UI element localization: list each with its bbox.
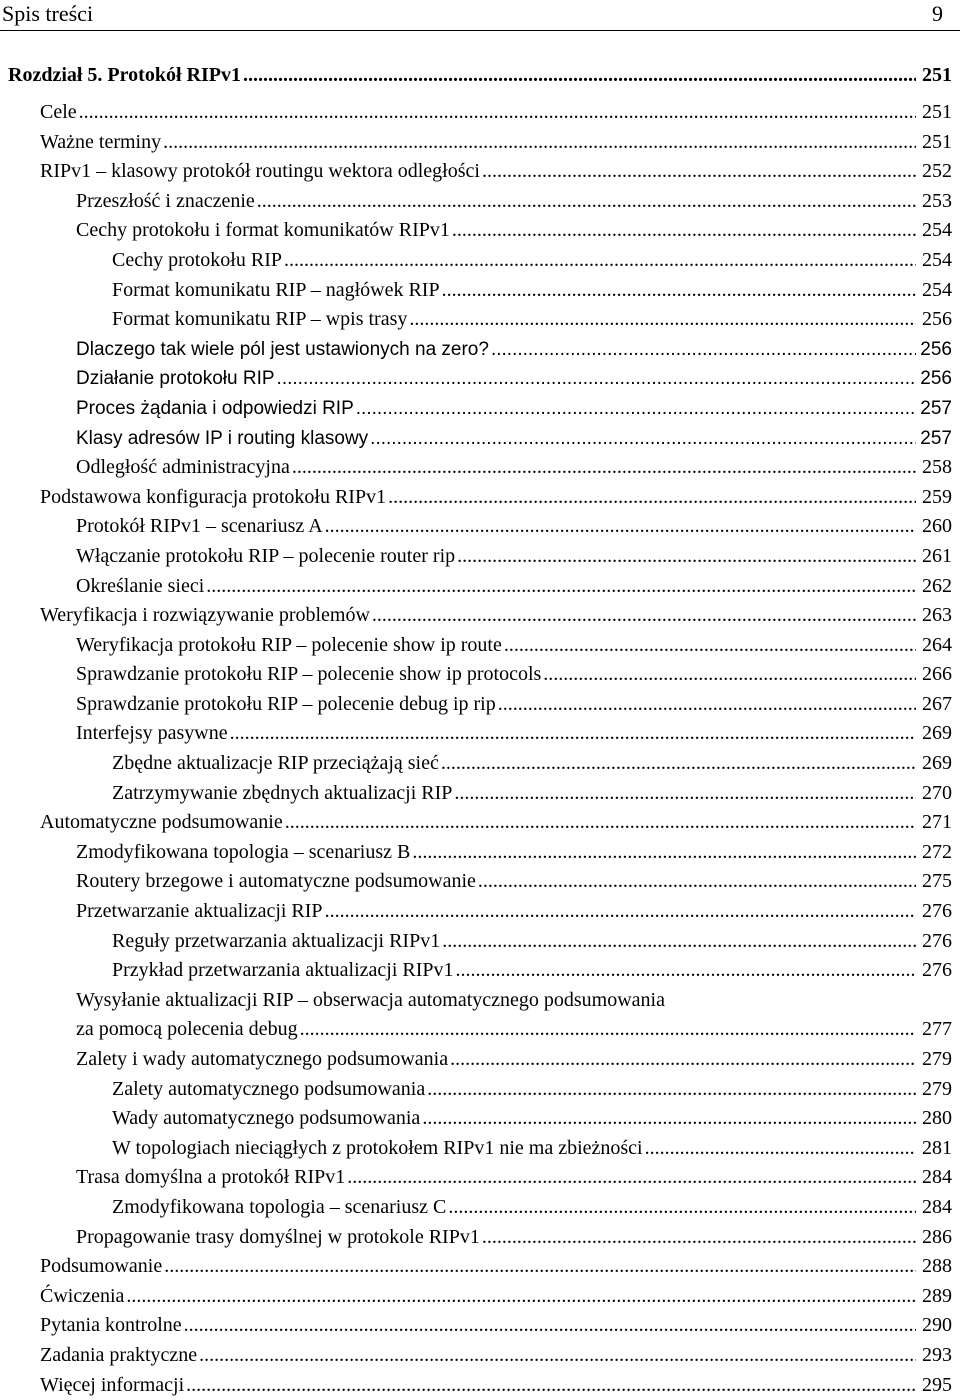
dot-leader xyxy=(164,1252,916,1282)
toc-entry[interactable] xyxy=(0,660,960,690)
entry-title: Weryfikacja i rozwiązywanie problemów xyxy=(40,604,370,627)
dot-leader xyxy=(454,779,916,809)
dot-leader xyxy=(478,867,916,897)
entry-title: Wysyłanie aktualizacji RIP – obserwacja automatycznego podsumowania xyxy=(76,988,665,1011)
entry-page: 252 xyxy=(922,160,952,183)
dot-leader xyxy=(243,60,916,90)
dot-leader xyxy=(325,512,916,542)
entry-title: Dlaczego tak wiele pól jest ustawionych na zero? xyxy=(76,338,489,360)
dot-leader xyxy=(199,1341,916,1371)
entry-page: 276 xyxy=(922,959,952,982)
entry-page: 257 xyxy=(920,397,952,419)
dot-leader xyxy=(456,956,916,986)
dot-leader xyxy=(126,1282,916,1312)
entry-title: Cele xyxy=(40,101,77,123)
dot-leader xyxy=(482,1223,916,1253)
entry-page: 256 xyxy=(920,368,952,390)
entry-page: 277 xyxy=(922,1018,952,1041)
dot-leader xyxy=(292,453,916,483)
toc-entry[interactable] xyxy=(0,1371,960,1400)
entry-title: Cechy protokołu i format komunikatów RIPv1 xyxy=(76,219,450,242)
dot-leader xyxy=(491,335,916,365)
entry-page: 286 xyxy=(922,1225,952,1248)
entry-page: 279 xyxy=(922,1077,952,1100)
dot-leader xyxy=(257,187,916,217)
entry-page: 264 xyxy=(922,633,952,656)
entry-title: Zadania praktyczne xyxy=(40,1343,198,1366)
dot-leader xyxy=(543,660,916,690)
toc-chapter-entry[interactable] xyxy=(8,60,952,90)
entry-title: Routery brzegowe i automatyczne podsumowanie xyxy=(76,870,476,893)
toc-entry[interactable] xyxy=(0,927,960,957)
entry-page: 289 xyxy=(922,1284,952,1307)
entry-page: 259 xyxy=(922,485,952,508)
dot-leader xyxy=(300,1015,916,1045)
entry-page: 261 xyxy=(922,544,952,567)
toc-entry[interactable] xyxy=(0,808,960,838)
entry-title: Odległość administracyjna xyxy=(76,456,290,479)
toc-entry[interactable] xyxy=(0,631,960,661)
entry-page: 257 xyxy=(920,427,952,449)
entry-title: Weryfikacja protokołu RIP – polecenie show ip route xyxy=(76,633,502,656)
dot-leader xyxy=(284,246,916,276)
entry-title: Format komunikatu RIP – nagłówek RIP xyxy=(112,278,440,301)
toc-entry[interactable] xyxy=(0,364,960,394)
entry-title: Propagowanie trasy domyślnej w protokole RIPv1 xyxy=(76,1225,480,1248)
entry-title: Klasy adresów IP i routing klasowy xyxy=(76,427,369,449)
toc-entry[interactable] xyxy=(0,542,960,572)
entry-title: Przeszłość i znaczenie xyxy=(76,189,255,212)
entry-page: 254 xyxy=(922,248,952,271)
entry-title: Przetwarzanie aktualizacji RIP xyxy=(76,900,323,923)
entry-page: 290 xyxy=(922,1314,952,1337)
dot-leader xyxy=(422,1104,916,1134)
toc-entry[interactable] xyxy=(0,216,960,246)
header-page-number: 9 xyxy=(932,1,943,26)
dot-leader xyxy=(163,128,916,158)
entry-title: Protokół RIPv1 – scenariusz A xyxy=(76,515,323,538)
toc-entry[interactable] xyxy=(0,1163,960,1193)
entry-title: Więcej informacji xyxy=(40,1373,185,1396)
toc-entry[interactable] xyxy=(0,424,960,454)
toc-entry[interactable] xyxy=(0,1223,960,1253)
toc-entry[interactable] xyxy=(0,394,960,424)
dot-leader xyxy=(427,1075,916,1105)
entry-page: 256 xyxy=(920,338,952,360)
entry-page: 293 xyxy=(922,1343,952,1366)
toc-entry[interactable] xyxy=(0,276,960,306)
entry-page: 258 xyxy=(922,456,952,479)
entry-page: 284 xyxy=(922,1195,952,1218)
entry-title: Działanie protokołu RIP xyxy=(76,368,275,390)
entry-page: 280 xyxy=(922,1107,952,1130)
entry-page: 271 xyxy=(922,811,952,834)
entry-title: Podsumowanie xyxy=(40,1255,163,1278)
toc-entries xyxy=(0,98,960,1400)
entry-page: 276 xyxy=(922,929,952,952)
entry-title: Format komunikatu RIP – wpis trasy xyxy=(112,308,408,331)
toc-entry[interactable] xyxy=(0,838,960,868)
toc-entry[interactable] xyxy=(0,1134,960,1164)
entry-page: 253 xyxy=(922,189,952,212)
entry-title: Określanie sieci xyxy=(76,574,205,597)
entry-title: Przykład przetwarzania aktualizacji RIPv1 xyxy=(112,959,454,982)
entry-title: za pomocą polecenia debug xyxy=(76,1018,298,1041)
toc-entry[interactable] xyxy=(0,453,960,483)
dot-leader xyxy=(498,690,916,720)
dot-leader xyxy=(184,1311,916,1341)
entry-page: 262 xyxy=(922,574,952,597)
entry-page: 284 xyxy=(922,1166,952,1189)
toc-entry[interactable] xyxy=(0,512,960,542)
dot-leader xyxy=(79,98,916,128)
entry-page: 267 xyxy=(922,692,952,715)
dot-leader xyxy=(277,364,916,394)
entry-page: 269 xyxy=(922,752,952,775)
toc-entry[interactable] xyxy=(0,1311,960,1341)
entry-title: Cechy protokołu RIP xyxy=(112,248,282,271)
toc-entry[interactable] xyxy=(0,572,960,602)
dot-leader xyxy=(442,276,916,306)
toc-entry[interactable] xyxy=(0,690,960,720)
toc-entry[interactable] xyxy=(0,1045,960,1075)
entry-page: 295 xyxy=(922,1373,952,1396)
toc-entry[interactable] xyxy=(0,749,960,779)
dot-leader xyxy=(452,216,916,246)
dot-leader xyxy=(230,719,916,749)
toc-entry[interactable] xyxy=(0,779,960,809)
entry-title: Zbędne aktualizacje RIP przeciążają sieć xyxy=(112,752,439,775)
entry-title: Trasa domyślna a protokół RIPv1 xyxy=(76,1166,346,1189)
entry-title: Wady automatycznego podsumowania xyxy=(112,1107,421,1130)
dot-leader xyxy=(206,572,916,602)
entry-title: Sprawdzanie protokołu RIP – polecenie show ip protocols xyxy=(76,663,542,686)
entry-title: Włączanie protokołu RIP – polecenie router rip xyxy=(76,544,456,567)
toc-entry[interactable] xyxy=(0,897,960,927)
entry-title: Zalety automatycznego podsumowania xyxy=(112,1077,426,1100)
entry-page: 281 xyxy=(922,1136,952,1159)
entry-title: Reguły przetwarzania aktualizacji RIPv1 xyxy=(112,929,441,952)
toc-entry[interactable] xyxy=(0,305,960,335)
chapter-title: Rozdział 5. Protokół RIPv1 xyxy=(8,64,241,86)
entry-page: 263 xyxy=(922,604,952,627)
chapter-page: 251 xyxy=(922,64,952,86)
dot-leader xyxy=(457,542,916,572)
dot-leader xyxy=(482,157,916,187)
toc-entry[interactable] xyxy=(0,719,960,749)
toc-entry[interactable] xyxy=(0,867,960,897)
dot-leader xyxy=(645,1134,916,1164)
toc-entry[interactable] xyxy=(0,128,960,158)
entry-page: 251 xyxy=(922,130,952,153)
entry-title: Zatrzymywanie zbędnych aktualizacji RIP xyxy=(112,781,453,804)
entry-title: Pytania kontrolne xyxy=(40,1314,182,1337)
toc-entry-first-line[interactable] xyxy=(0,986,960,1016)
entry-page: 269 xyxy=(922,722,952,745)
entry-title: Podstawowa konfiguracja protokołu RIPv1 xyxy=(40,485,387,508)
dot-leader xyxy=(441,749,916,779)
entry-title: Zmodyfikowana topologia – scenariusz B xyxy=(76,840,411,863)
dot-leader xyxy=(285,808,916,838)
dot-leader xyxy=(370,424,916,454)
entry-page: 272 xyxy=(922,840,952,863)
toc-entry[interactable] xyxy=(0,187,960,217)
dot-leader xyxy=(504,631,916,661)
dot-leader xyxy=(356,394,916,424)
toc-entry[interactable] xyxy=(0,1075,960,1105)
dot-leader xyxy=(325,897,916,927)
toc-entry[interactable] xyxy=(0,1252,960,1282)
entry-page: 266 xyxy=(922,663,952,686)
toc-entry[interactable] xyxy=(0,98,960,128)
toc-entry[interactable] xyxy=(0,483,960,513)
entry-page: 276 xyxy=(922,900,952,923)
entry-page: 254 xyxy=(922,219,952,242)
dot-leader xyxy=(409,305,916,335)
entry-page: 254 xyxy=(922,278,952,301)
dot-leader xyxy=(442,927,916,957)
toc-entry[interactable] xyxy=(0,956,960,986)
toc-entry[interactable] xyxy=(0,1015,960,1045)
entry-page: 288 xyxy=(922,1255,952,1278)
dot-leader xyxy=(448,1193,916,1223)
toc-entry[interactable] xyxy=(0,157,960,187)
toc-entry[interactable] xyxy=(0,1341,960,1371)
header-title: Spis treści xyxy=(2,1,94,26)
entry-title: Zmodyfikowana topologia – scenariusz C xyxy=(112,1195,447,1218)
entry-page: 260 xyxy=(922,515,952,538)
entry-title: Ćwiczenia xyxy=(40,1284,125,1307)
dot-leader xyxy=(388,483,916,513)
toc-entry[interactable] xyxy=(0,335,960,365)
entry-title: Proces żądania i odpowiedzi RIP xyxy=(76,397,354,419)
toc-entry[interactable] xyxy=(0,1104,960,1134)
entry-title: Automatyczne podsumowanie xyxy=(40,811,283,834)
header-divider xyxy=(0,30,960,31)
entry-title: W topologiach nieciągłych z protokołem RIPv1 nie ma zbieżności xyxy=(112,1136,643,1159)
entry-title: Zalety i wady automatycznego podsumowania xyxy=(76,1048,449,1070)
entry-page: 256 xyxy=(922,308,952,331)
toc-entry[interactable] xyxy=(0,1193,960,1223)
dot-leader xyxy=(412,838,916,868)
entry-title: Ważne terminy xyxy=(40,130,162,153)
entry-title: RIPv1 – klasowy protokół routingu wektora odległości xyxy=(40,160,480,183)
dot-leader xyxy=(372,601,916,631)
dot-leader xyxy=(186,1371,916,1400)
entry-page: 270 xyxy=(922,781,952,804)
page-header xyxy=(0,0,960,31)
toc-entry[interactable] xyxy=(0,246,960,276)
entry-page: 275 xyxy=(922,870,952,893)
entry-page: 279 xyxy=(922,1048,952,1070)
entry-page: 251 xyxy=(922,101,952,123)
dot-leader xyxy=(450,1045,916,1075)
entry-title: Interfejsy pasywne xyxy=(76,722,228,745)
entry-title: Sprawdzanie protokołu RIP – polecenie debug ip rip xyxy=(76,692,496,715)
toc-entry[interactable] xyxy=(0,1282,960,1312)
dot-leader xyxy=(347,1163,916,1193)
toc-entry[interactable] xyxy=(0,601,960,631)
